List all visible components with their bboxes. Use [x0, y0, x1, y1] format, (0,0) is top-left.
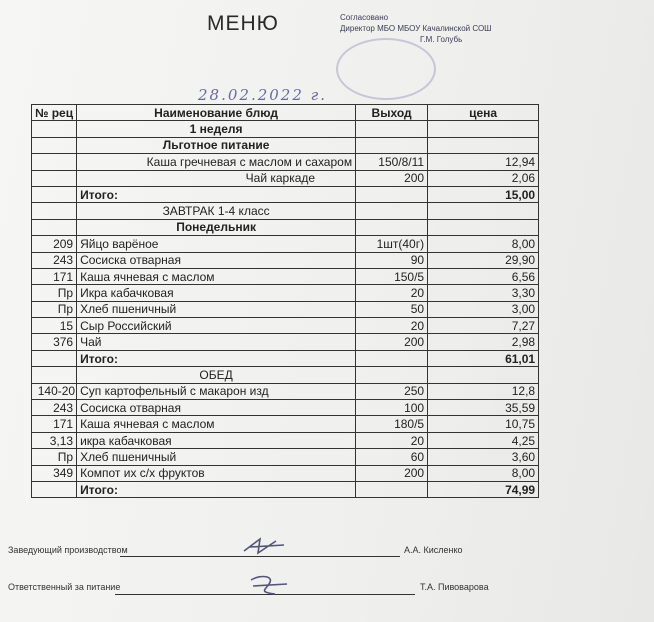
col-header-output: Выход	[356, 105, 428, 121]
row-output: 20	[356, 285, 428, 301]
row-price: 6,56	[428, 268, 539, 284]
manager-name: А.А. Кисленко	[404, 545, 463, 555]
row-output: 250	[356, 383, 428, 399]
row-price: 10,75	[428, 416, 539, 432]
responsible-name: Т.А. Пивоварова	[420, 582, 489, 592]
row-output: 200	[356, 334, 428, 350]
row-price: 3,60	[428, 449, 539, 465]
row-dish: Икра кабачковая	[77, 285, 356, 301]
col-header-code: № рец	[32, 105, 77, 121]
row-code: 349	[32, 465, 77, 481]
row-code: 15	[32, 318, 77, 334]
table-row	[32, 334, 539, 350]
row-dish: Сосиска отварная	[77, 252, 356, 268]
section-row-lunch	[32, 367, 539, 383]
total-row-lunch	[32, 481, 539, 497]
row-output: 60	[356, 449, 428, 465]
row-code: 376	[32, 334, 77, 350]
approval-line-2: Директор МБО МБОУ Качалинской СОШ	[340, 24, 492, 33]
approval-line-3: Г.М. Голубь	[420, 35, 463, 44]
row-dish: Компот их с/х фруктов	[77, 465, 356, 481]
row-price: 29,90	[428, 252, 539, 268]
col-header-name: Наименование блюд	[77, 105, 356, 121]
total-label: Итого:	[77, 350, 356, 366]
row-price: 2,98	[428, 334, 539, 350]
row-price: 2,06	[428, 170, 539, 186]
row-output: 20	[356, 432, 428, 448]
total-label: Итого:	[77, 481, 356, 497]
total-value-lunch: 74,99	[428, 481, 539, 497]
row-output: 1шт(40г)	[356, 236, 428, 252]
menu-table	[31, 104, 539, 498]
row-output: 200	[356, 170, 428, 186]
table-row	[32, 449, 539, 465]
total-value-breakfast: 61,01	[428, 350, 539, 366]
total-value-lgot: 15,00	[428, 186, 539, 202]
row-output: 90	[356, 252, 428, 268]
row-price: 7,27	[428, 318, 539, 334]
table-row	[32, 154, 539, 170]
row-output: 100	[356, 400, 428, 416]
table-row	[32, 400, 539, 416]
row-output: 150/8/11	[356, 154, 428, 170]
section-title-lgot: Льготное питание	[77, 137, 356, 153]
section-row-lgot	[32, 137, 539, 153]
table-row	[32, 170, 539, 186]
row-dish: Чай	[77, 334, 356, 350]
section-title-lunch: ОБЕД	[77, 367, 356, 383]
row-dish: Хлеб пшеничный	[77, 449, 356, 465]
responsible-label: Ответственный за питание	[8, 582, 121, 592]
week-label: 1 неделя	[77, 121, 356, 137]
row-code	[32, 170, 77, 186]
row-code: 140-20	[32, 383, 77, 399]
row-price: 12,8	[428, 383, 539, 399]
day-label: Понедельник	[77, 219, 356, 235]
row-output: 50	[356, 301, 428, 317]
row-dish: Сосиска отварная	[77, 400, 356, 416]
row-dish: икра кабачковая	[77, 432, 356, 448]
approval-line-1: Согласовано	[340, 13, 389, 22]
row-dish: Хлеб пшеничный	[77, 301, 356, 317]
row-price: 35,59	[428, 400, 539, 416]
row-price: 4,25	[428, 432, 539, 448]
row-code: Пр	[32, 449, 77, 465]
row-code: 171	[32, 268, 77, 284]
table-header-row	[32, 105, 539, 121]
row-dish: Сыр Российский	[77, 318, 356, 334]
section-title-breakfast: ЗАВТРАК 1-4 класс	[77, 203, 356, 219]
row-code: 243	[32, 400, 77, 416]
table-row	[32, 432, 539, 448]
table-row	[32, 383, 539, 399]
row-code	[32, 154, 77, 170]
total-row-breakfast	[32, 350, 539, 366]
stamp-mark	[336, 38, 436, 100]
row-code: 209	[32, 236, 77, 252]
row-price: 3,30	[428, 285, 539, 301]
handwritten-date: 28.02.2022 г.	[198, 86, 328, 104]
manager-label: Заведующий производством	[8, 545, 128, 555]
table-row	[32, 465, 539, 481]
table-row	[32, 416, 539, 432]
row-code: 243	[32, 252, 77, 268]
week-row	[32, 121, 539, 137]
table-row	[32, 318, 539, 334]
responsible-signature	[245, 572, 295, 601]
row-dish: Каша ячневая с маслом	[77, 416, 356, 432]
table-row	[32, 268, 539, 284]
row-dish: Каша гречневая с маслом и сахаром	[77, 154, 356, 170]
total-label: Итого:	[77, 186, 356, 202]
row-code: Пр	[32, 285, 77, 301]
row-price: 8,00	[428, 465, 539, 481]
row-output: 180/5	[356, 416, 428, 432]
manager-signature	[240, 535, 290, 562]
page-title: МЕНЮ	[207, 12, 279, 35]
row-dish: Чай каркаде	[77, 170, 356, 186]
section-row-breakfast	[32, 203, 539, 219]
table-row	[32, 285, 539, 301]
row-code: 171	[32, 416, 77, 432]
row-dish: Яйцо варёное	[77, 236, 356, 252]
row-code: 3,13	[32, 432, 77, 448]
row-output: 200	[356, 465, 428, 481]
row-dish: Каша ячневая с маслом	[77, 268, 356, 284]
table-row	[32, 301, 539, 317]
table-row	[32, 236, 539, 252]
row-output: 20	[356, 318, 428, 334]
col-header-price: цена	[428, 105, 539, 121]
total-row-lgot	[32, 186, 539, 202]
row-dish: Суп картофельный с макарон изд	[77, 383, 356, 399]
day-row	[32, 219, 539, 235]
row-code: Пр	[32, 301, 77, 317]
row-price: 3,00	[428, 301, 539, 317]
row-price: 12,94	[428, 154, 539, 170]
row-price: 8,00	[428, 236, 539, 252]
table-row	[32, 252, 539, 268]
row-output: 150/5	[356, 268, 428, 284]
